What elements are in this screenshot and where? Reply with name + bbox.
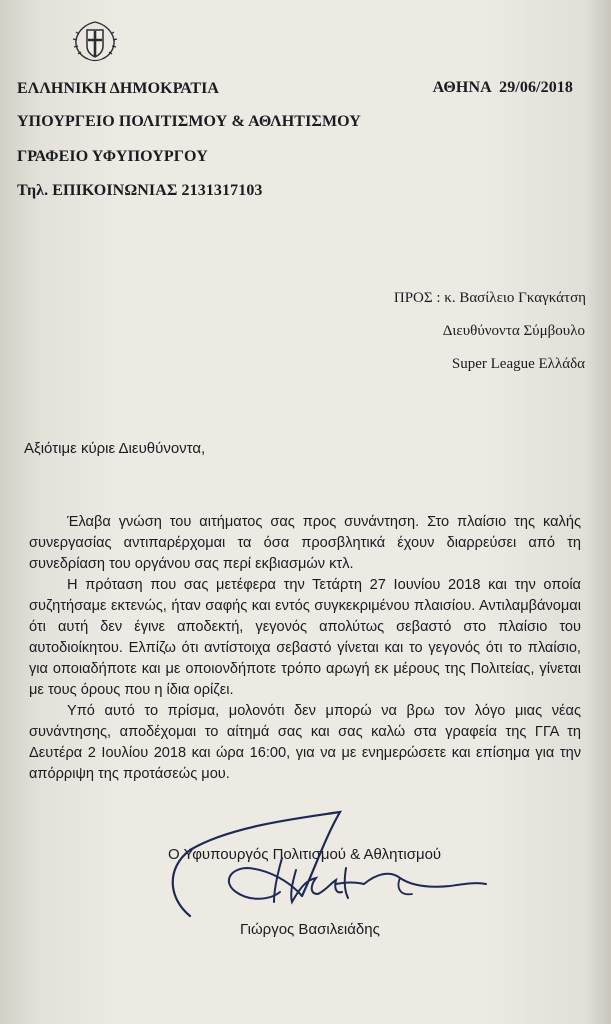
salutation: Αξιότιμε κύριε Διευθύνοντα, (24, 440, 206, 457)
body-paragraph-3: Υπό αυτό το πρίσμα, μολονότι δεν μπορώ να βρω τον λόγο μιας νέας συνάντησης, αποδέχομαι το αίτημά σας και σας καλώ στα γραφεία της ΓΓΑ τη Δευτέρα 2 Ιουλίου 2018 και ώρα 16:00, για να με ενημερώσετε και επίσημα για την απόρριψη της προτάσεώς μου. (29, 703, 581, 782)
place-date: ΑΘΗΝΑ 29/06/2018 (432, 79, 573, 96)
recipient-organization: Super League Ελλάδα (451, 356, 585, 372)
header-office: ΓΡΑΦΕΙΟ ΥΦΥΠΟΥΡΓΟΥ (17, 148, 208, 165)
signatory-title: Ο Υφυπουργός Πολιτισμού & Αθλητισμού (168, 846, 442, 863)
body-paragraph-2: Η πρόταση που σας μετέφερα την Τετάρτη 27 Ιουνίου 2018 και την οποία συζητήσαμε εκτενώς, ήταν σαφής και εντός συγκεκριμένου πλαισίου. Αντιλαμβάνομαι ότι αυτή δεν έγινε αποδεκτή, γεγονός απολύτως σεβαστό στο πλαίσιο του αυτοδιοίκητου. Ελπίζω ότι αντίστοιχα σεβαστό γίνεται και το γεγονός ότι το πλαίσιο, για οποιαδήποτε και με οποιονδήποτε τρόπο αρωγή εκ μέρους της Πολιτείας, γίνεται με τους όρους που η ίδια ορίζει. (29, 577, 581, 698)
handwritten-signature (150, 798, 500, 928)
letter-body (29, 512, 581, 785)
greek-coat-of-arms-icon (68, 18, 122, 62)
body-paragraph-1: Έλαβα γνώση του αιτήματος σας προς συνάντηση. Στο πλαίσιο της καλής συνεργασίας αντιπαρέρχομαι τα όσα προσβλητικά έχουν διαρρεύσει από τη συνεδρίαση του οργάνου σας περί εκβιασμών κτλ. (29, 514, 581, 572)
signatory-name: Γιώργος Βασιλειάδης (240, 921, 380, 938)
header-republic: ΕΛΛΗΝΙΚΗ ΔΗΜΟΚΡΑΤΙΑ (17, 80, 220, 97)
header-ministry: ΥΠΟΥΡΓΕΙΟ ΠΟΛΙΤΙΣΜΟΥ & ΑΘΛΗΤΙΣΜΟΥ (17, 113, 361, 130)
recipient-title: Διευθύνοντα Σύμβουλο (442, 323, 585, 339)
header-phone: Τηλ. ΕΠΙΚΟΙΝΩΝΙΑΣ 2131317103 (17, 182, 263, 199)
recipient-name: ΠΡΟΣ : κ. Βασίλειο Γκαγκάτση (393, 290, 586, 306)
